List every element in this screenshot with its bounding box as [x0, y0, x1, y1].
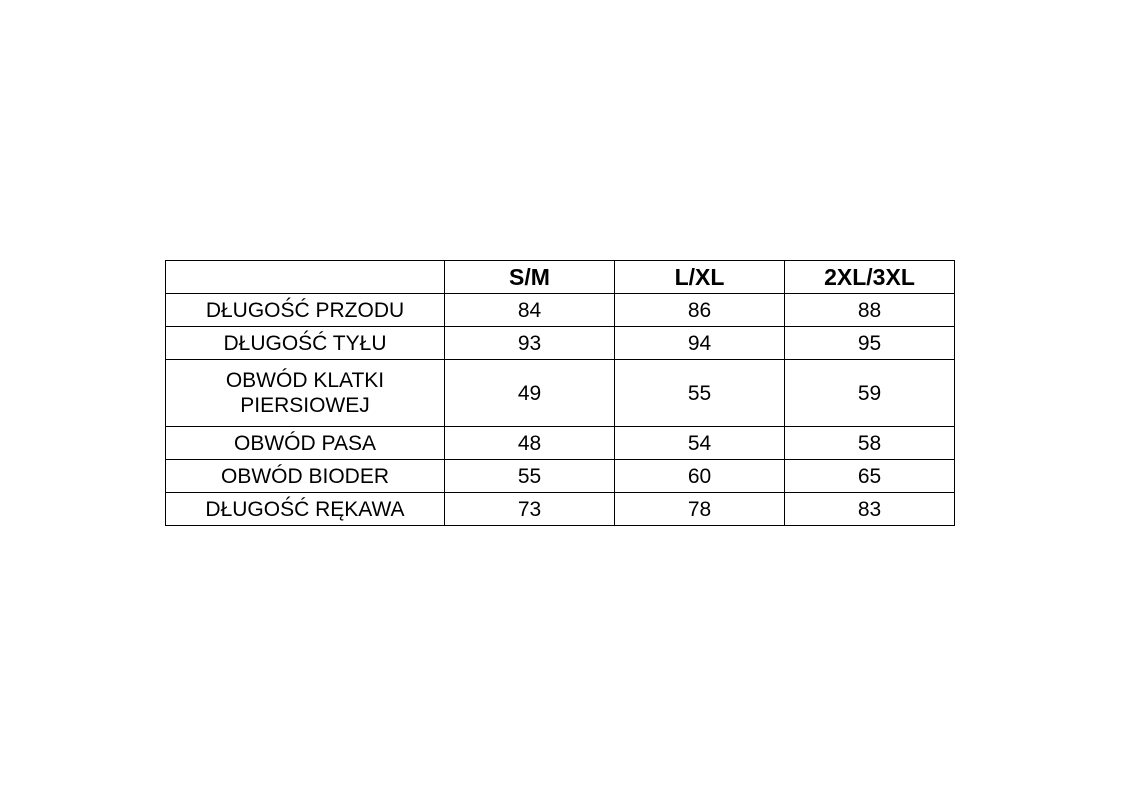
- header-size-sm: S/M: [445, 261, 615, 294]
- value-cell: 88: [785, 294, 955, 327]
- value-cell: 84: [445, 294, 615, 327]
- header-empty-cell: [166, 261, 445, 294]
- row-label: OBWÓD PASA: [166, 427, 445, 460]
- value-cell: 48: [445, 427, 615, 460]
- row-label: [166, 360, 445, 427]
- size-chart-table: [165, 260, 955, 526]
- row-label: DŁUGOŚĆ TYŁU: [166, 327, 445, 360]
- row-label: DŁUGOŚĆ RĘKAWA: [166, 493, 445, 526]
- value-cell: 55: [615, 360, 785, 427]
- table-row: [166, 427, 955, 460]
- row-label-line: PIERSIOWEJ: [240, 394, 370, 417]
- table-row: [166, 327, 955, 360]
- row-label: OBWÓD BIODER: [166, 460, 445, 493]
- value-cell: 49: [445, 360, 615, 427]
- header-row: [166, 261, 955, 294]
- value-cell: 73: [445, 493, 615, 526]
- value-cell: 94: [615, 327, 785, 360]
- value-cell: 83: [785, 493, 955, 526]
- value-cell: 65: [785, 460, 955, 493]
- value-cell: 78: [615, 493, 785, 526]
- value-cell: 60: [615, 460, 785, 493]
- value-cell: 58: [785, 427, 955, 460]
- value-cell: 93: [445, 327, 615, 360]
- value-cell: 55: [445, 460, 615, 493]
- value-cell: 54: [615, 427, 785, 460]
- table-row: [166, 294, 955, 327]
- table-row: [166, 460, 955, 493]
- header-size-lxl: L/XL: [615, 261, 785, 294]
- table-row: [166, 360, 955, 427]
- value-cell: 59: [785, 360, 955, 427]
- row-label-line: OBWÓD KLATKI: [225, 369, 385, 392]
- header-size-2xl3xl: 2XL/3XL: [785, 261, 955, 294]
- value-cell: 86: [615, 294, 785, 327]
- value-cell: 95: [785, 327, 955, 360]
- table-row: [166, 493, 955, 526]
- row-label: DŁUGOŚĆ PRZODU: [166, 294, 445, 327]
